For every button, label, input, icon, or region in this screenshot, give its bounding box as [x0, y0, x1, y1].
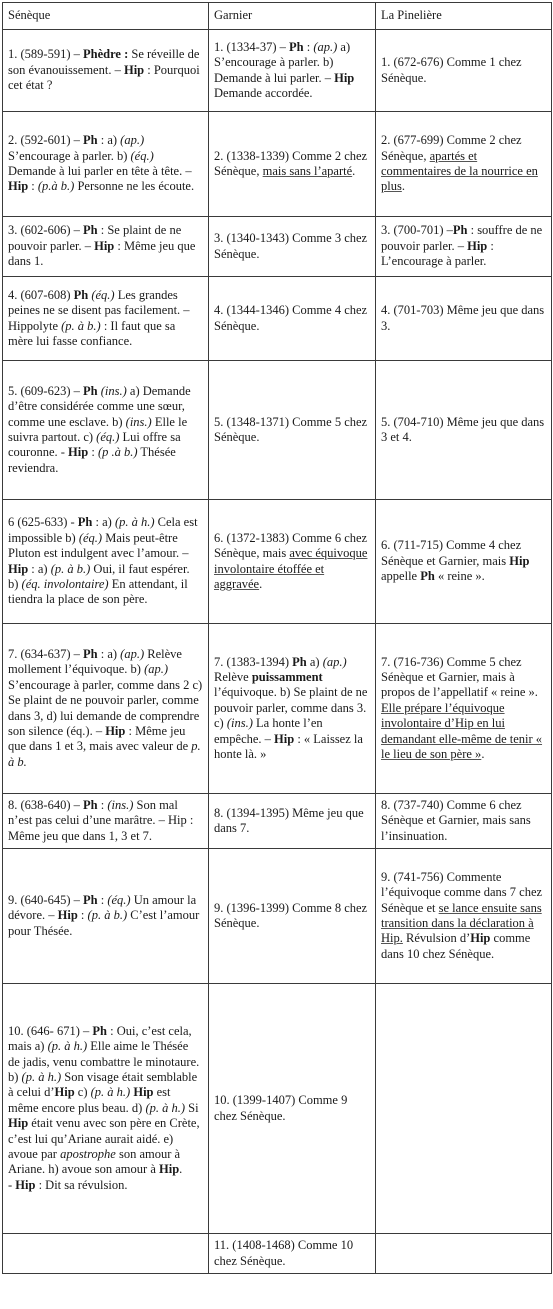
text-run: Hip — [123, 62, 145, 77]
table-row — [3, 794, 552, 849]
cell-pineliere — [376, 277, 552, 361]
cell-seneque — [3, 500, 209, 624]
text-run: 8. (638-640) – — [8, 797, 83, 812]
text-run: Ph — [77, 515, 93, 530]
text-run: Oui, il faut espérer. b) — [8, 561, 190, 591]
text-run: Cela est impossible b) — [8, 515, 198, 545]
text-run: Ph — [83, 892, 98, 907]
text-run: : Même jeu que dans 1 et 3, mais avec valeur de — [8, 723, 192, 754]
text-run: Hip — [8, 179, 29, 194]
text-run: (ap.) — [144, 662, 169, 677]
text-run: (p. à b.) — [87, 908, 128, 923]
text-run: 4. (607-608) — [8, 287, 74, 302]
header-row — [3, 3, 552, 30]
cell-paragraph — [381, 133, 546, 195]
cell-pineliere — [376, 30, 552, 112]
cell-paragraph — [214, 1093, 370, 1124]
text-run: La honte l’en empêche. – — [214, 716, 323, 746]
cell-garnier — [209, 361, 376, 500]
cell-paragraph — [214, 149, 370, 180]
table-row — [3, 112, 552, 217]
text-run: S’encourage à parler, comme dans 2 c) Se plaint de ne pouvoir parler, comme dans 3, d) lui demande de comprendre son silence (éq.). – — [8, 677, 203, 738]
text-run: (éq.) — [107, 892, 131, 907]
cell-paragraph — [214, 303, 370, 334]
cell-garnier — [209, 624, 376, 794]
cell-paragraph — [214, 40, 370, 102]
text-run: (ins.) — [107, 797, 134, 812]
text-run: Hip — [15, 1177, 36, 1192]
text-run: Elle prépare l’équivoque involontaire d’Hip en lui demandant elle-même de tenir « le lieu de son père » — [381, 700, 543, 762]
text-run: Elle le suivra partout. c) — [8, 414, 188, 444]
text-run: Mais peut-être Pluton est indulgent avec l’amour. – — [8, 530, 189, 561]
text-run: : a) — [92, 515, 115, 530]
text-run: est même encore plus beau. d) — [8, 1085, 171, 1115]
text-run: Son mal n’est pas celui d’une marâtre. – Hip : Même jeu que dans 1, 3 et 7. — [8, 797, 194, 843]
text-run: : — [77, 908, 88, 923]
text-run: Thésée reviendra. — [8, 445, 176, 475]
cell-seneque — [3, 624, 209, 794]
text-run: Demande accordée. — [214, 85, 313, 100]
text-run: 1. (589-591) – — [8, 47, 83, 62]
text-run: était venu avec son père en Crète, c’est lui qu’Ariane aurait aidé. e) avoue par — [8, 1116, 200, 1162]
cell-seneque — [3, 984, 209, 1234]
text-run: Hip — [133, 1085, 154, 1100]
text-run: Ph — [83, 383, 98, 398]
cell-paragraph — [214, 901, 370, 932]
table-row — [3, 984, 552, 1234]
text-run: 5. (609-623) – — [8, 383, 83, 398]
text-run: Phèdre : — [83, 47, 129, 62]
text-run: (p. à h.) — [90, 1085, 131, 1100]
text-run: (ins.) — [125, 414, 152, 429]
text-run: : a) — [97, 133, 121, 148]
text-run: Révulsion d’ — [402, 931, 471, 946]
text-run: - — [8, 1177, 16, 1192]
text-run: 3. (700-701) – — [381, 223, 453, 238]
text-run: 10. (646- 671) – — [8, 1023, 93, 1038]
text-run: : Il faut que sa mère lui fasse confiance. — [8, 318, 176, 348]
text-run: (p. à h.) — [47, 1039, 88, 1054]
text-run: . — [401, 179, 405, 194]
cell-paragraph — [381, 223, 546, 269]
text-run: l’équivoque. b) Se plaint de ne pouvoir parler, comme dans 3. c) — [214, 685, 368, 731]
cell-paragraph — [8, 798, 203, 844]
cell-pineliere — [376, 849, 552, 984]
text-run: . — [259, 576, 263, 591]
text-run: Lui offre sa couronne. - — [8, 430, 181, 460]
text-run: (ins.) — [100, 383, 127, 398]
cell-pineliere — [376, 500, 552, 624]
text-run: 5. (1348-1371) Comme 5 chez Sénèque. — [214, 414, 368, 444]
text-run: (éq.) — [96, 430, 120, 444]
text-run: 3. (1340-1343) Comme 3 chez Sénèque. — [214, 231, 368, 261]
cell-paragraph — [8, 133, 203, 195]
text-run: C’est l’amour pour Thésée. — [8, 908, 200, 938]
text-run: (ap.) — [120, 646, 145, 661]
cell-pineliere — [376, 794, 552, 849]
text-run: : — [97, 797, 108, 812]
cell-paragraph — [214, 415, 370, 446]
text-run: Relève mollement l’équivoque. b) — [8, 646, 182, 677]
cell-garnier — [209, 794, 376, 849]
text-run: (p. à b.) — [50, 561, 91, 576]
cell-paragraph — [8, 1024, 203, 1178]
text-run: Hip — [94, 238, 115, 253]
comparison-table — [2, 2, 552, 1274]
cell-seneque — [3, 277, 209, 361]
text-run: 2. (1338-1339) Comme 2 chez Sénèque, — [214, 148, 368, 178]
text-run: Si — [185, 1100, 199, 1115]
cell-seneque — [3, 112, 209, 217]
text-run: son amour à Ariane. h) avoue son amour à — [8, 1147, 181, 1177]
cell-paragraph — [381, 538, 546, 584]
cell-paragraph — [8, 288, 203, 350]
cell-paragraph — [214, 231, 370, 262]
cell-garnier — [209, 277, 376, 361]
cell-paragraph — [8, 515, 203, 607]
cell-garnier — [209, 112, 376, 217]
header-garnier: Garnier — [209, 3, 376, 30]
text-run: 2. (592-601) – — [8, 133, 83, 148]
text-run: apartés et commentaires de la nourrice en plus — [381, 148, 538, 194]
cell-paragraph — [214, 531, 370, 593]
cell-paragraph — [381, 870, 546, 962]
text-run: a) Demande d’être considérée comme une sœur, comme une esclave. b) — [8, 383, 191, 429]
cell-paragraph — [8, 384, 203, 476]
text-run: 9. (741-756) Commente l’équivoque comme dans 7 chez Sénèque et — [381, 869, 543, 915]
text-run: c) — [74, 1085, 91, 1100]
text-run: : a) — [28, 561, 51, 576]
text-run: 8. (737-740) Comme 6 chez Sénèque et Garnier, mais sans l’insinuation. — [381, 797, 531, 843]
text-run: 6. (1372-1383) Comme 6 chez Sénèque, mais — [214, 530, 368, 561]
text-run: 9. (1396-1399) Comme 8 chez Sénèque. — [214, 900, 368, 930]
cell-garnier — [209, 849, 376, 984]
text-run: (p. à b.) — [61, 318, 101, 333]
text-run: (éq. involontaire) — [21, 576, 109, 591]
table-row — [3, 361, 552, 500]
text-run: avec équivoque involontaire étoffée et aggravée — [214, 546, 368, 591]
cell-garnier — [209, 30, 376, 112]
cell-garnier — [209, 984, 376, 1234]
cell-paragraph — [214, 806, 370, 837]
text-run: Ph — [420, 569, 435, 584]
text-run: (ap.) — [313, 39, 338, 54]
text-run: (ap.) — [322, 654, 347, 669]
cell-seneque — [3, 849, 209, 984]
text-run: puissamment — [251, 669, 323, 684]
text-run: Hip — [159, 1162, 180, 1177]
text-run: (p.à b.) — [37, 179, 75, 194]
cell-pineliere — [376, 984, 552, 1234]
text-run: : a) — [97, 646, 121, 661]
table-row — [3, 624, 552, 794]
text-run: 1. (1334-37) – — [214, 39, 289, 54]
text-run: mais sans l’aparté — [262, 164, 353, 178]
table-row — [3, 277, 552, 361]
text-run: 4. (1344-1346) Comme 4 chez Sénèque. — [214, 303, 368, 333]
text-run: Relève — [214, 669, 252, 684]
text-run: 2. (677-699) Comme 2 chez Sénèque, — [381, 133, 522, 163]
text-run: Hip — [8, 561, 29, 576]
text-run: (p. à h.) — [145, 1100, 186, 1115]
text-run: Hip — [57, 908, 78, 923]
text-run: 1. (672-676) Comme 1 chez Sénèque. — [381, 55, 522, 85]
table-row — [3, 849, 552, 984]
text-run: : « Laissez la honte là. » — [214, 731, 363, 762]
text-run: apostrophe — [60, 1147, 116, 1162]
text-run: Demande à lui parler en tête à tête. – — [8, 164, 192, 178]
cell-pineliere — [376, 217, 552, 277]
header-seneque: Sénèque — [3, 3, 209, 30]
text-run: : L’encourage à parler. — [381, 238, 494, 269]
cell-paragraph — [214, 1238, 370, 1269]
text-run: Son visage était semblable à celui d’ — [8, 1069, 198, 1100]
text-run: Ph — [292, 654, 307, 669]
cell-paragraph — [8, 223, 203, 269]
cell-paragraph — [381, 55, 546, 86]
cell-paragraph — [8, 47, 203, 93]
text-run: : — [97, 892, 108, 907]
text-run: S’encourage à parler. b) — [8, 148, 131, 163]
text-run: 8. (1394-1395) Même jeu que dans 7. — [214, 805, 364, 835]
text-run: appelle — [381, 569, 421, 584]
text-run: : — [303, 39, 314, 54]
text-run: 10. (1399-1407) Comme 9 chez Sénèque. — [214, 1093, 348, 1123]
text-run: (ap.) — [120, 133, 145, 148]
text-run: (éq.) — [78, 530, 103, 545]
text-run: Hip — [105, 723, 126, 738]
text-run: 7. (1383-1394) — [214, 654, 293, 669]
text-run: 4. (701-703) Même jeu que dans 3. — [381, 303, 545, 333]
text-run: Hip — [470, 931, 491, 946]
header-pineliere: La Pinelière — [376, 3, 552, 30]
text-run: (éq.) — [130, 148, 154, 163]
text-run: : — [88, 445, 98, 460]
text-run: Elle aime le Thésée de jadis, venu combattre le minotaure. b) — [8, 1039, 200, 1084]
text-run: p. à b. — [8, 739, 201, 769]
text-run: Les grandes peines ne se disent pas facilement. – Hippolyte — [8, 287, 190, 333]
table-row — [3, 30, 552, 112]
text-run: 7. (634-637) – — [8, 646, 83, 661]
text-run: Hip — [334, 70, 355, 85]
text-run: a) — [306, 654, 323, 669]
text-run: Se réveille de son évanouissement. – — [8, 47, 200, 77]
text-run: Hip — [54, 1085, 75, 1100]
text-run: Ph — [83, 133, 98, 148]
cell-paragraph — [8, 647, 203, 770]
text-run: Personne ne les écoute. — [74, 179, 195, 194]
text-run: 7. (716-736) Comme 5 chez Sénèque et Garnier, mais à propos de l’appellatif « reine ». — [381, 654, 538, 700]
text-run: : souffre de ne pouvoir parler. – — [381, 223, 543, 253]
text-run: . — [481, 747, 485, 762]
cell-paragraph — [381, 415, 546, 446]
text-run: Hip — [274, 731, 295, 746]
cell-paragraph — [381, 303, 546, 334]
text-run: Hip — [68, 445, 89, 460]
text-run: Ph — [83, 223, 98, 238]
table-row — [3, 217, 552, 277]
text-run: : Pourquoi cet état ? — [8, 62, 200, 93]
text-run: (éq.) — [91, 287, 115, 302]
cell-seneque — [3, 217, 209, 277]
text-run: 6. (711-715) Comme 4 chez Sénèque et Garnier, mais — [381, 538, 522, 568]
text-run: Un amour la dévore. – — [8, 892, 197, 923]
text-run: Ph — [83, 797, 98, 812]
text-run: Ph — [83, 646, 98, 661]
cell-garnier — [209, 1234, 376, 1274]
text-run: 9. (640-645) – — [8, 892, 83, 907]
text-run: Ph — [73, 287, 89, 302]
text-run: a) S’encourage à parler. b) Demande à lui parler. – — [214, 39, 351, 85]
cell-garnier — [209, 500, 376, 624]
cell-seneque — [3, 30, 209, 112]
text-run: : — [28, 179, 38, 194]
text-run: (ins.) — [226, 716, 253, 731]
text-run: « reine ». — [434, 569, 485, 584]
cell-pineliere — [376, 112, 552, 217]
cell-paragraph — [214, 655, 370, 763]
cell-pineliere — [376, 361, 552, 500]
text-run: Hip — [8, 1116, 29, 1131]
text-run: (p. à h.) — [21, 1069, 62, 1084]
text-run: se lance ensuite sans transition dans la déclaration à Hip. — [381, 900, 542, 946]
cell-seneque — [3, 1234, 209, 1274]
text-run: Ph — [452, 223, 468, 238]
text-run: En attendant, il tiendra la place de son père. — [8, 576, 188, 607]
text-run: : Même jeu que dans 1. — [8, 238, 196, 269]
text-run: : Oui, c’est cela, mais a) — [8, 1023, 192, 1054]
text-run: comme dans 10 chez Sénèque. — [381, 931, 531, 961]
cell-seneque — [3, 794, 209, 849]
cell-garnier — [209, 217, 376, 277]
text-run: Hip — [509, 553, 530, 568]
table-row — [3, 500, 552, 624]
text-run: . — [179, 1162, 183, 1177]
cell-seneque — [3, 361, 209, 500]
cell-paragraph — [381, 798, 546, 844]
text-run: 5. (704-710) Même jeu que dans 3 et 4. — [381, 414, 545, 444]
text-run: . — [352, 164, 356, 178]
text-run: 11. (1408-1468) Comme 10 chez Sénèque. — [214, 1238, 354, 1268]
cell-paragraph — [381, 655, 546, 763]
table-row — [3, 1234, 552, 1274]
cell-paragraph — [8, 1178, 203, 1193]
text-run: Ph — [92, 1023, 107, 1038]
text-run: Hip — [467, 238, 488, 253]
cell-pineliere — [376, 1234, 552, 1274]
text-run: 6 (625-633) - — [8, 515, 78, 530]
text-run: : Se plaint de ne pouvoir parler. – — [8, 223, 182, 253]
text-run: 3. (602-606) – — [8, 223, 83, 238]
cell-paragraph — [8, 893, 203, 939]
cell-pineliere — [376, 624, 552, 794]
text-run: (p. à h.) — [114, 515, 155, 530]
text-run: Ph — [289, 39, 304, 54]
text-run: (p .à b.) — [97, 445, 138, 460]
text-run: : Dit sa révulsion. — [35, 1177, 128, 1192]
